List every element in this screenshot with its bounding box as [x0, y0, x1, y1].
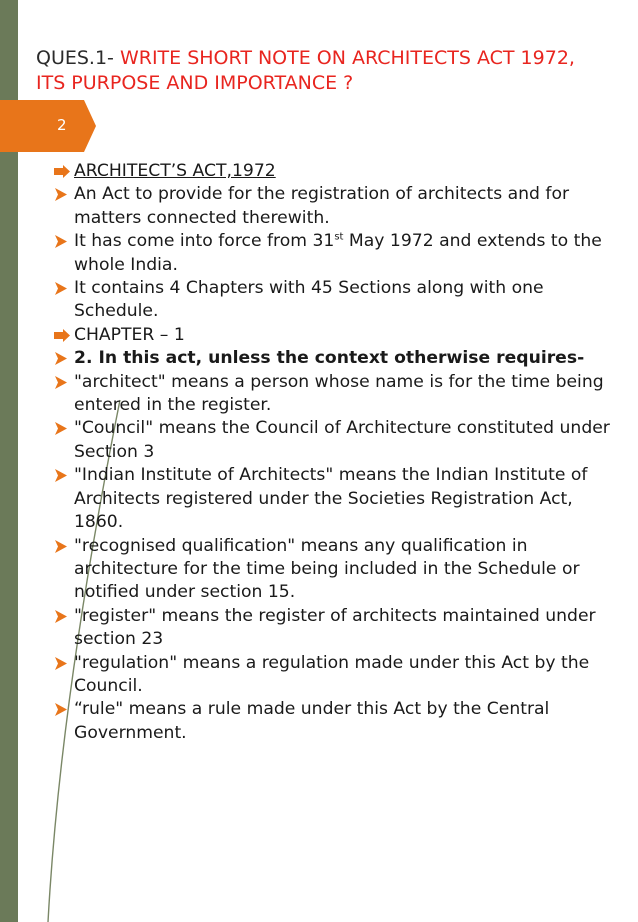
- ordinal-suffix: st: [334, 231, 344, 243]
- slide-number-tab: [0, 100, 96, 152]
- chevron-bullet-icon: [52, 464, 72, 487]
- list-item: [44, 183, 614, 230]
- list-item-text: "recognised qualification" means any qualification in architecture for the time being included in the Schedule or notified under section 15.: [74, 535, 580, 603]
- chevron-bullet-icon: [52, 698, 72, 721]
- title-question: WRITE SHORT NOTE ON ARCHITECTS ACT 1972, ITS PURPOSE AND IMPORTANCE ?: [36, 47, 575, 94]
- page-title: [36, 46, 596, 96]
- list-item-text: "Indian Institute of Architects" means the Indian Institute of Architects registered under the Societies Registration Act, 1860.: [74, 465, 588, 533]
- list-item: [44, 277, 614, 324]
- list-item-text: “rule" means a rule made under this Act by the Central Government.: [74, 699, 550, 743]
- chevron-bullet-icon: [52, 230, 72, 253]
- chevron-bullet-icon: [52, 371, 72, 394]
- slide-number: 2: [57, 116, 67, 134]
- list-item: [44, 605, 614, 652]
- chevron-bullet-icon: [52, 417, 72, 440]
- list-item: [44, 230, 614, 277]
- list-heading-text: CHAPTER – 1: [74, 324, 185, 345]
- chevron-bullet-icon: [52, 652, 72, 675]
- list-item-text: An Act to provide for the registration of architects and for matters connected therewith.: [74, 184, 570, 228]
- list-heading-act: [44, 160, 614, 183]
- list-item-text: 2. In this act, unless the context otherwise requires-: [74, 348, 585, 369]
- content-list: [44, 160, 614, 745]
- list-item: [44, 535, 614, 605]
- list-item: [44, 347, 614, 370]
- chevron-bullet-icon: [52, 183, 72, 206]
- title-prefix: QUES.1-: [36, 47, 120, 69]
- list-heading-chapter: [44, 324, 614, 347]
- list-item: [44, 417, 614, 464]
- list-item: [44, 698, 614, 745]
- list-item-text-before: It has come into force from 31: [74, 231, 335, 252]
- list-item-text: It contains 4 Chapters with 45 Sections along with one Schedule.: [74, 278, 544, 322]
- list-item-text: "regulation" means a regulation made under this Act by the Council.: [74, 652, 590, 696]
- arrow-bullet-icon: [52, 160, 72, 183]
- list-heading-text: ARCHITECT’S ACT,1972: [74, 161, 276, 181]
- chevron-bullet-icon: [52, 535, 72, 558]
- list-item-text: "architect" means a person whose name is for the time being entered in the register.: [74, 371, 604, 416]
- chevron-bullet-icon: [52, 605, 72, 628]
- chevron-bullet-icon: [52, 347, 72, 370]
- list-item-text-after: May 1972 and extends to the whole India.: [74, 231, 602, 275]
- chevron-bullet-icon: [52, 277, 72, 300]
- arrow-bullet-icon: [52, 324, 72, 347]
- list-item: [44, 371, 614, 418]
- list-item-text: "Council" means the Council of Architecture constituted under Section 3: [74, 418, 610, 462]
- list-item: [44, 464, 614, 534]
- list-item: [44, 652, 614, 699]
- list-item-text: "register" means the register of architects maintained under section 23: [74, 605, 596, 650]
